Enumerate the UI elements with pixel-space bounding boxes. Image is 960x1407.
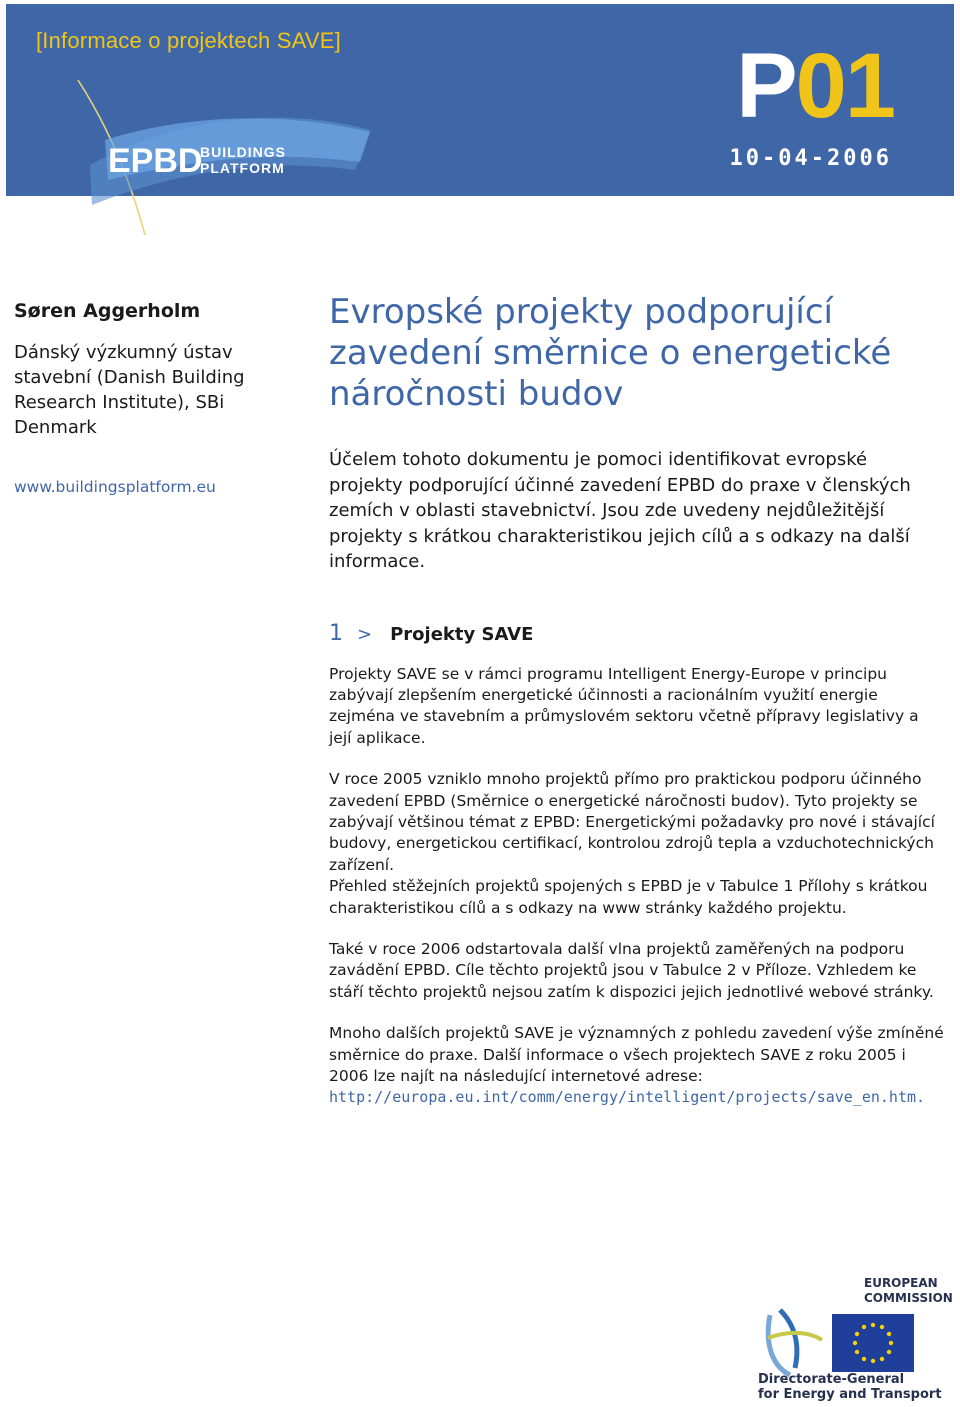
paragraph-more-info-text: Mnoho dalších projektů SAVE je významných z pohledu zavedení výše zmíněné směrnice do praxe. Další informace o všech projektech SAVE z roku 2005 i 2006 lze najít na následující internetové adrese: [329,1024,944,1085]
section-arrow-icon: > [357,623,373,645]
dg-name [758,1372,942,1402]
dg-line-2: for Energy and Transport [758,1387,942,1402]
document-code [736,35,894,137]
ec-name [864,1276,953,1306]
save-projects-link[interactable]: http://europa.eu.int/comm/energy/intelligent/projects/save_en.htm. [329,1088,926,1107]
website-link[interactable]: www.buildingsplatform.eu [14,478,216,496]
section-heading [329,621,944,646]
ec-line-2: COMMISSION [864,1291,953,1305]
logo-sub-text-1: BUILDINGS [200,144,286,160]
section-title: Projekty SAVE [390,623,534,645]
ec-line-1: EUROPEAN [864,1276,938,1290]
paragraph-2006-projects: Také v roce 2006 odstartovala další vlna projektů zaměřených na podporu zavádění EPBD. Cíle těchto projektů jsou v Tabulce 2 v Příloze. Vzhledem ke stáří těchto projektů nejsou zatím k dispozici jejich jednotlivé webové stránky. [329,939,934,1001]
epbd-buildings-platform-logo [70,70,390,240]
logo-main-text: EPBD [108,142,203,180]
document-code-letter: P [736,35,796,137]
main-content [329,292,944,1129]
paragraph-table-overview: Přehled stěžejních projektů spojených s EPBD je v Tabulce 1 Přílohy s krátkou charakteristikou cílů a s odkazy na www stránky každého projektu. [329,877,928,917]
paragraph-save-intro: Projekty SAVE se v rámci programu Intelligent Energy-Europe v principu zabývají zlepšením energetické účinnosti a racionálním využití energie zejména ve stavebním a průmyslovém sektoru včetně přípravy legislativy a její aplikace. [329,664,919,747]
document-date: 10-04-2006 [729,146,892,171]
author-sidebar [14,300,284,496]
paragraph-more-info [329,1023,944,1109]
eu-flag [832,1314,914,1372]
author-affiliation: Dánský výzkumný ústav stavební (Danish Building Research Institute), SBi Denmark [14,342,245,438]
author-name: Søren Aggerholm [14,300,201,322]
section-number: 1 [329,620,343,646]
paragraph-2005-projects-text: V roce 2005 vzniklo mnoho projektů přímo pro praktickou podporu účinného zavedení EPBD (Směrnice o energetické náročnosti budov). Tyto projekty se zabývají většinou témat z EPBD: Energetickými požadavky pro nové i stávající budovy, energetickou certifikací, kontrolou zdrojů tepla a vzduchotechnických zařízení. [329,770,935,874]
series-title: [Informace o projektech SAVE] [36,28,341,53]
logo-sub-text-2: PLATFORM [200,160,285,176]
document-code-number: 01 [795,35,894,137]
dg-line-1: Directorate-General [758,1372,905,1387]
page-title: Evropské projekty podporující zavedení směrnice o energetické náročnosti budov [329,292,892,414]
intro-paragraph: Účelem tohoto dokumentu je pomoci identifikovat evropské projekty podporující účinné zavedení EPBD do praxe v členských zemích v oblasti stavebnictví. Jsou zde uvedeny nejdůležitější projekty s krátkou charakteristikou jejich cílů a s odkazy na další informace. [329,449,911,572]
paragraph-2005-projects [329,769,944,919]
